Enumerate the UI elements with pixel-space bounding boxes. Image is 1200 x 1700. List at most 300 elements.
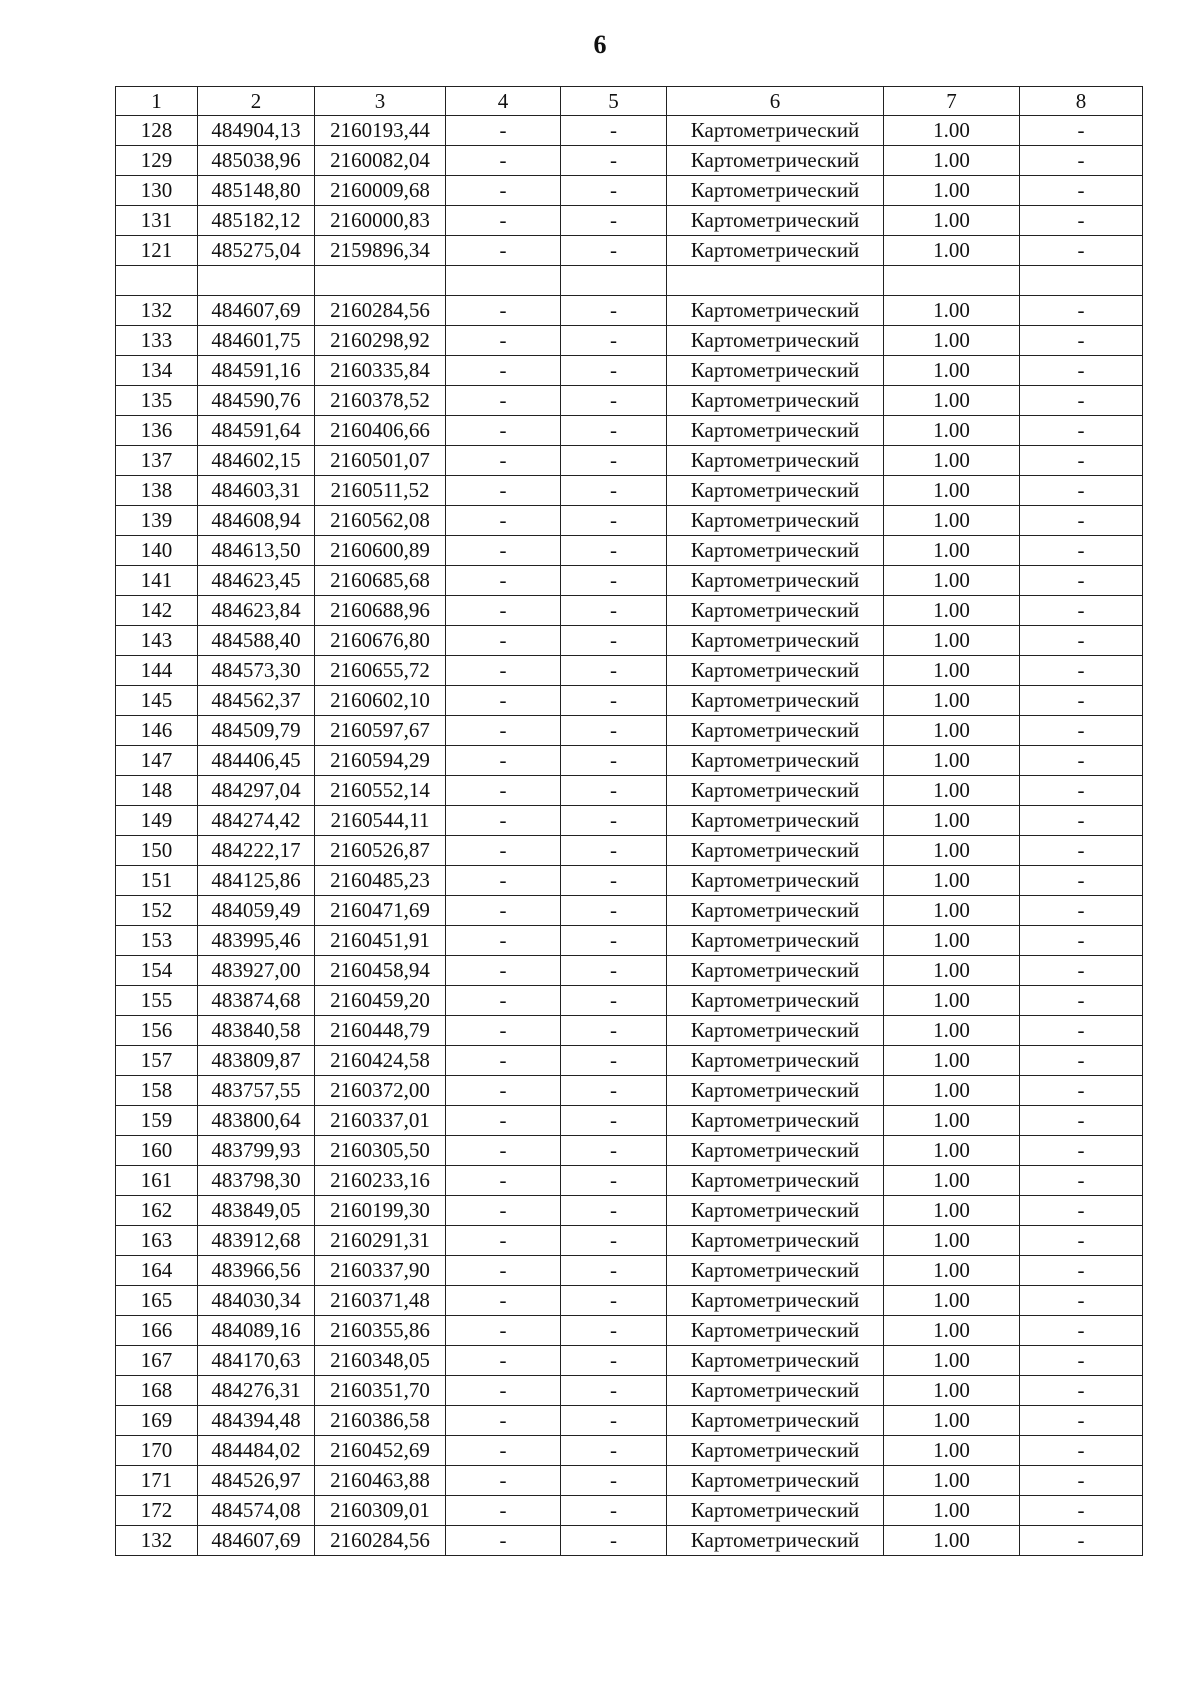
table-cell: 2160378,52 [315, 386, 446, 416]
table-cell: - [446, 386, 561, 416]
table-cell: Картометрический [667, 776, 884, 806]
table-cell: - [446, 656, 561, 686]
table-cell: - [446, 206, 561, 236]
table-cell: - [446, 1196, 561, 1226]
table-cell: - [1020, 1226, 1143, 1256]
table-row [116, 506, 1143, 536]
table-cell: - [446, 1016, 561, 1046]
table-cell: 2160386,58 [315, 1406, 446, 1436]
table-cell: 484591,16 [198, 356, 315, 386]
table-cell: - [1020, 1106, 1143, 1136]
table-cell: 2160082,04 [315, 146, 446, 176]
table-cell: 168 [116, 1376, 198, 1406]
table-row [116, 416, 1143, 446]
table-cell: 1.00 [884, 1436, 1020, 1466]
table-cell: - [561, 1046, 667, 1076]
table-cell: 483966,56 [198, 1256, 315, 1286]
table-cell: Картометрический [667, 1166, 884, 1196]
table-cell: 149 [116, 806, 198, 836]
table-cell: Картометрический [667, 356, 884, 386]
table-cell: Картометрический [667, 206, 884, 236]
table-row [116, 356, 1143, 386]
table-cell: - [561, 1016, 667, 1046]
table-cell: 2160688,96 [315, 596, 446, 626]
table-cell: - [561, 596, 667, 626]
table-cell: Картометрический [667, 956, 884, 986]
table-cell: 2160459,20 [315, 986, 446, 1016]
table-cell: 135 [116, 386, 198, 416]
table-cell: - [1020, 716, 1143, 746]
table-cell: - [1020, 536, 1143, 566]
table-cell: - [561, 446, 667, 476]
table-cell: - [446, 1496, 561, 1526]
table-cell: 1.00 [884, 446, 1020, 476]
table-cell: 164 [116, 1256, 198, 1286]
table-cell: - [1020, 116, 1143, 146]
table-cell: 1.00 [884, 1166, 1020, 1196]
table-cell: - [1020, 1376, 1143, 1406]
table-cell: 150 [116, 836, 198, 866]
table-cell: Картометрический [667, 386, 884, 416]
table-row [116, 146, 1143, 176]
table-row [116, 866, 1143, 896]
table-cell: - [446, 776, 561, 806]
table-cell: 2160458,94 [315, 956, 446, 986]
table-row [116, 896, 1143, 926]
table-cell: 484601,75 [198, 326, 315, 356]
table-cell: - [1020, 656, 1143, 686]
coordinates-table [115, 86, 1143, 1556]
table-cell: 2160463,88 [315, 1466, 446, 1496]
table-cell: - [561, 386, 667, 416]
table-cell: 158 [116, 1076, 198, 1106]
table-row [116, 746, 1143, 776]
table-cell: 484394,48 [198, 1406, 315, 1436]
table-row [116, 1046, 1143, 1076]
table-cell: - [561, 176, 667, 206]
table-cell: - [1020, 956, 1143, 986]
table-cell: - [1020, 296, 1143, 326]
table-cell: Картометрический [667, 806, 884, 836]
table-cell: 134 [116, 356, 198, 386]
table-cell: Картометрический [667, 1466, 884, 1496]
table-cell: - [1020, 686, 1143, 716]
table-row [116, 1496, 1143, 1526]
table-row [116, 1256, 1143, 1286]
table-row [116, 1436, 1143, 1466]
table-cell: 485275,04 [198, 236, 315, 266]
table-cell: - [561, 1226, 667, 1256]
table-cell: 484059,49 [198, 896, 315, 926]
table-cell [667, 266, 884, 296]
table-cell: - [1020, 986, 1143, 1016]
table-cell: 162 [116, 1196, 198, 1226]
table-cell: 484623,84 [198, 596, 315, 626]
table-cell: Картометрический [667, 1046, 884, 1076]
table-cell: 485148,80 [198, 176, 315, 206]
table-cell: - [1020, 416, 1143, 446]
table-row [116, 1136, 1143, 1166]
table-cell: 2160544,11 [315, 806, 446, 836]
table-cell: 2160471,69 [315, 896, 446, 926]
table-row [116, 176, 1143, 206]
column-header: 7 [884, 87, 1020, 116]
table-row-blank [116, 266, 1143, 296]
table-cell: 1.00 [884, 1376, 1020, 1406]
table-cell: - [561, 326, 667, 356]
table-cell: - [446, 836, 561, 866]
table-cell [1020, 266, 1143, 296]
table-cell: 485182,12 [198, 206, 315, 236]
table-cell: 1.00 [884, 686, 1020, 716]
table-row [116, 1316, 1143, 1346]
table-cell: 2160348,05 [315, 1346, 446, 1376]
table-row [116, 386, 1143, 416]
table-cell: 2160284,56 [315, 1526, 446, 1556]
table-cell: 129 [116, 146, 198, 176]
table-cell: Картометрический [667, 596, 884, 626]
table-cell: 1.00 [884, 1526, 1020, 1556]
table-cell: 167 [116, 1346, 198, 1376]
table-body [116, 116, 1143, 1556]
table-cell: - [561, 476, 667, 506]
table-cell: 152 [116, 896, 198, 926]
table-cell: - [446, 1106, 561, 1136]
table-cell: 484590,76 [198, 386, 315, 416]
table-cell: 2160448,79 [315, 1016, 446, 1046]
table-cell: Картометрический [667, 626, 884, 656]
table-cell: 1.00 [884, 236, 1020, 266]
table-cell: Картометрический [667, 1016, 884, 1046]
table-cell: Картометрический [667, 1436, 884, 1466]
table-row [116, 476, 1143, 506]
table-cell: 137 [116, 446, 198, 476]
table-cell: - [561, 926, 667, 956]
table-cell: 2160485,23 [315, 866, 446, 896]
table-cell: - [561, 806, 667, 836]
table-cell: 2160233,16 [315, 1166, 446, 1196]
table-cell: - [446, 1526, 561, 1556]
table-cell: 2160602,10 [315, 686, 446, 716]
table-row [116, 206, 1143, 236]
table-cell: 483927,00 [198, 956, 315, 986]
table-cell: - [561, 1526, 667, 1556]
table-cell: 2160372,00 [315, 1076, 446, 1106]
table-cell: Картометрический [667, 866, 884, 896]
column-header: 3 [315, 87, 446, 116]
table-row [116, 1466, 1143, 1496]
column-header: 5 [561, 87, 667, 116]
table-cell: 1.00 [884, 836, 1020, 866]
table-cell: - [561, 1406, 667, 1436]
table-cell: 2160298,92 [315, 326, 446, 356]
table-cell: 151 [116, 866, 198, 896]
table-cell: 484608,94 [198, 506, 315, 536]
table-cell: - [1020, 1316, 1143, 1346]
table-cell: - [446, 596, 561, 626]
table-cell: 1.00 [884, 866, 1020, 896]
table-cell: 1.00 [884, 926, 1020, 956]
table-cell: - [561, 416, 667, 446]
table-cell: - [1020, 866, 1143, 896]
table-cell: Картометрический [667, 326, 884, 356]
table-cell: - [446, 716, 561, 746]
table-cell: 483800,64 [198, 1106, 315, 1136]
table-cell: - [1020, 1136, 1143, 1166]
table-row [116, 116, 1143, 146]
table-cell: 1.00 [884, 176, 1020, 206]
table-cell: Картометрический [667, 1316, 884, 1346]
table-cell: - [561, 716, 667, 746]
table-cell: 1.00 [884, 1226, 1020, 1256]
table-cell: 136 [116, 416, 198, 446]
table-cell: 1.00 [884, 326, 1020, 356]
table-cell: Картометрический [667, 716, 884, 746]
table-cell: 2160199,30 [315, 1196, 446, 1226]
table-cell: Картометрический [667, 1376, 884, 1406]
table-cell: 2160309,01 [315, 1496, 446, 1526]
table-cell: 1.00 [884, 596, 1020, 626]
table-cell: 483798,30 [198, 1166, 315, 1196]
table-cell: - [446, 536, 561, 566]
table-cell: 146 [116, 716, 198, 746]
table-row [116, 1346, 1143, 1376]
table-cell: 1.00 [884, 386, 1020, 416]
table-cell: 484574,08 [198, 1496, 315, 1526]
table-cell: - [446, 1256, 561, 1286]
table-cell: - [561, 896, 667, 926]
table-cell: 143 [116, 626, 198, 656]
table-cell: - [1020, 1286, 1143, 1316]
table-cell: Картометрический [667, 116, 884, 146]
table-cell: 1.00 [884, 1466, 1020, 1496]
table-cell: 484030,34 [198, 1286, 315, 1316]
table-row [116, 1526, 1143, 1556]
table-cell: 484602,15 [198, 446, 315, 476]
table-cell: - [446, 1166, 561, 1196]
table-cell [116, 266, 198, 296]
table-cell: 484274,42 [198, 806, 315, 836]
table-header-row [116, 87, 1143, 116]
table-cell: Картометрический [667, 416, 884, 446]
table-cell: - [561, 866, 667, 896]
table-cell: 131 [116, 206, 198, 236]
table-cell: 2160291,31 [315, 1226, 446, 1256]
table-cell: 2160424,58 [315, 1046, 446, 1076]
table-cell: Картометрический [667, 896, 884, 926]
table-cell: - [446, 1076, 561, 1106]
table-cell: 484125,86 [198, 866, 315, 896]
table-cell: 145 [116, 686, 198, 716]
table-cell: - [446, 296, 561, 326]
table-cell: 1.00 [884, 956, 1020, 986]
table-cell: - [1020, 506, 1143, 536]
table-cell: Картометрический [667, 686, 884, 716]
table-cell: Картометрический [667, 656, 884, 686]
table-cell: - [561, 1196, 667, 1226]
page-number: 6 [593, 30, 607, 59]
table-row [116, 1196, 1143, 1226]
table-cell: - [561, 1136, 667, 1166]
table-cell: 128 [116, 116, 198, 146]
table-cell: - [561, 146, 667, 176]
table-cell: 1.00 [884, 206, 1020, 236]
table-cell: - [1020, 1406, 1143, 1436]
table-cell: 142 [116, 596, 198, 626]
table-cell: - [561, 1316, 667, 1346]
table-row [116, 806, 1143, 836]
table-cell: 157 [116, 1046, 198, 1076]
table-cell: - [1020, 746, 1143, 776]
table-cell: 2160597,67 [315, 716, 446, 746]
table-cell: - [561, 1106, 667, 1136]
table-cell: - [446, 1376, 561, 1406]
table-cell: - [446, 1316, 561, 1346]
table-cell [446, 266, 561, 296]
table-cell: 2160562,08 [315, 506, 446, 536]
table-cell: - [561, 626, 667, 656]
table-cell: 2160526,87 [315, 836, 446, 866]
table-row [116, 446, 1143, 476]
table-cell: 484588,40 [198, 626, 315, 656]
table-cell: - [1020, 836, 1143, 866]
table-cell [561, 266, 667, 296]
table-row [116, 776, 1143, 806]
table-cell: - [561, 206, 667, 236]
table-cell: 2160501,07 [315, 446, 446, 476]
table-cell: - [446, 446, 561, 476]
table-cell: Картометрический [667, 446, 884, 476]
table-cell: 2160193,44 [315, 116, 446, 146]
table-cell: 1.00 [884, 656, 1020, 686]
table-cell: 484623,45 [198, 566, 315, 596]
table-cell: - [446, 236, 561, 266]
table-cell: 2160552,14 [315, 776, 446, 806]
table-cell: - [561, 776, 667, 806]
table-cell: - [446, 1346, 561, 1376]
table-cell: - [561, 1436, 667, 1466]
table-cell: 2160655,72 [315, 656, 446, 686]
table-cell: 1.00 [884, 1316, 1020, 1346]
table-cell: 1.00 [884, 536, 1020, 566]
column-header: 4 [446, 87, 561, 116]
table-cell: 1.00 [884, 1046, 1020, 1076]
table-cell: - [1020, 1196, 1143, 1226]
table-row [116, 1166, 1143, 1196]
table-cell: - [1020, 1346, 1143, 1376]
table-cell: 484603,31 [198, 476, 315, 506]
table-cell: 172 [116, 1496, 198, 1526]
column-header: 8 [1020, 87, 1143, 116]
table-cell: Картометрический [667, 1226, 884, 1256]
table-row [116, 1376, 1143, 1406]
table-cell: Картометрический [667, 296, 884, 326]
table-cell: - [1020, 206, 1143, 236]
table-cell: - [446, 626, 561, 656]
table-cell: 484484,02 [198, 1436, 315, 1466]
table-cell: - [561, 836, 667, 866]
table-cell: - [561, 686, 667, 716]
table-cell: 484607,69 [198, 296, 315, 326]
table-cell: - [561, 656, 667, 686]
table-cell: - [446, 1406, 561, 1436]
table-cell: - [446, 1136, 561, 1166]
table-cell: - [561, 1076, 667, 1106]
table-cell: 1.00 [884, 1076, 1020, 1106]
table-cell: 1.00 [884, 416, 1020, 446]
table-cell: 484562,37 [198, 686, 315, 716]
table-row [116, 1286, 1143, 1316]
table-cell: 153 [116, 926, 198, 956]
table-row [116, 566, 1143, 596]
table-cell: - [446, 476, 561, 506]
table-cell: 484170,63 [198, 1346, 315, 1376]
table-cell: - [561, 1376, 667, 1406]
table-cell: Картометрический [667, 1106, 884, 1136]
table-cell: - [1020, 626, 1143, 656]
table-cell: 484526,97 [198, 1466, 315, 1496]
table-cell: - [561, 1256, 667, 1286]
table-row [116, 986, 1143, 1016]
table-cell: - [1020, 776, 1143, 806]
table-cell: 2160009,68 [315, 176, 446, 206]
table-cell: 483809,87 [198, 1046, 315, 1076]
table-cell: - [1020, 1436, 1143, 1466]
table-cell: - [446, 866, 561, 896]
table-cell: 483840,58 [198, 1016, 315, 1046]
table-cell: - [561, 236, 667, 266]
table-cell [884, 266, 1020, 296]
column-header: 6 [667, 87, 884, 116]
table-cell: 2160406,66 [315, 416, 446, 446]
table-cell: - [1020, 446, 1143, 476]
table-cell: Картометрический [667, 1526, 884, 1556]
table-cell: 1.00 [884, 716, 1020, 746]
table-cell: - [561, 1286, 667, 1316]
table-cell: 2160335,84 [315, 356, 446, 386]
table-cell: - [1020, 896, 1143, 926]
table-cell: Картометрический [667, 1346, 884, 1376]
table-cell: - [1020, 176, 1143, 206]
table-cell: 2160351,70 [315, 1376, 446, 1406]
table-cell: 1.00 [884, 506, 1020, 536]
table-cell: - [561, 356, 667, 386]
table-cell: 1.00 [884, 1106, 1020, 1136]
table-cell: 484613,50 [198, 536, 315, 566]
table-cell: - [561, 536, 667, 566]
table-cell: - [1020, 806, 1143, 836]
table-cell: 483912,68 [198, 1226, 315, 1256]
table-cell: - [561, 296, 667, 326]
table-cell: 483995,46 [198, 926, 315, 956]
table-cell: 484276,31 [198, 1376, 315, 1406]
table-row [116, 836, 1143, 866]
table-cell: - [1020, 236, 1143, 266]
table-cell: - [1020, 326, 1143, 356]
column-header: 1 [116, 87, 198, 116]
table-cell: 484297,04 [198, 776, 315, 806]
table-cell: 132 [116, 296, 198, 326]
table-cell: - [561, 956, 667, 986]
table-cell: 1.00 [884, 776, 1020, 806]
table-cell: Картометрический [667, 1076, 884, 1106]
table-cell: 2160355,86 [315, 1316, 446, 1346]
table-cell: 1.00 [884, 1346, 1020, 1376]
table-row [116, 236, 1143, 266]
table-cell: 156 [116, 1016, 198, 1046]
table-cell: 159 [116, 1106, 198, 1136]
table-cell: - [446, 566, 561, 596]
